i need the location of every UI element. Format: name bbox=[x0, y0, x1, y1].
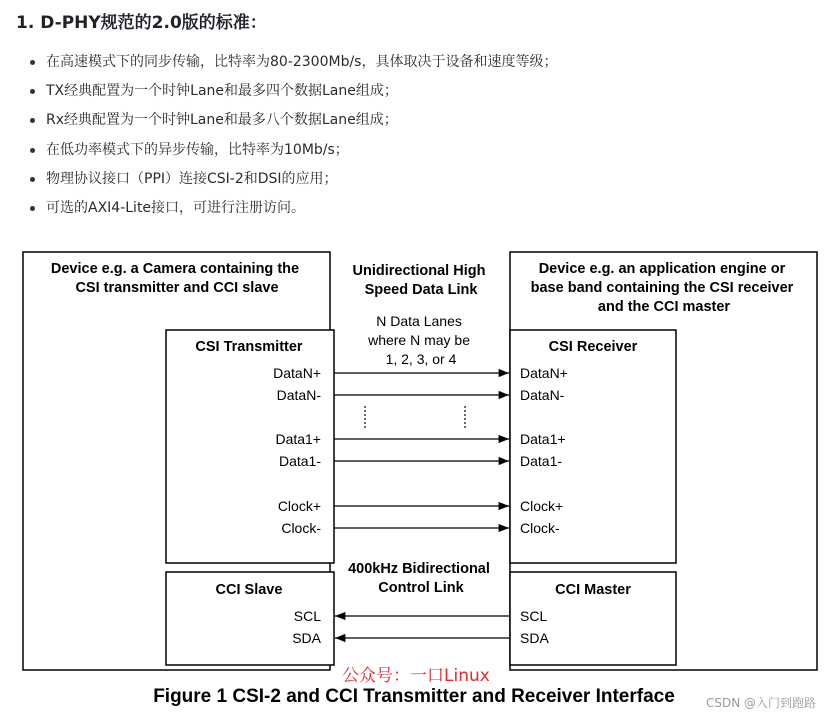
rx-signal-label: Data1- bbox=[520, 453, 563, 469]
csi-transmitter-title: CSI Transmitter bbox=[195, 339, 303, 355]
rx-signal-label: Clock- bbox=[520, 520, 560, 536]
cci-slave-title: CCI Slave bbox=[215, 582, 283, 598]
left-device-label: Device e.g. a Camera containing the CSI transmitter and CCI slave bbox=[50, 261, 300, 296]
slave-signal-label: SCL bbox=[293, 608, 321, 624]
tx-signal-label: Clock- bbox=[281, 520, 321, 536]
list-item: 在低功率模式下的异步传输，比特率为10Mb/s； bbox=[24, 138, 557, 167]
tx-signal-label: Data1+ bbox=[275, 431, 321, 447]
rx-signal-label: Clock+ bbox=[520, 498, 564, 514]
figure-caption: Figure 1 CSI-2 and CCI Transmitter and Receiver Interface bbox=[153, 686, 675, 707]
csdn-watermark: CSDN @入门到跑路 bbox=[705, 696, 816, 710]
lanes-note: N Data Lanes where N may be 1, 2, 3, or 4 bbox=[368, 313, 471, 367]
rx-signal-label: DataN+ bbox=[520, 365, 568, 381]
list-item: 物理协议接口（PPI）连接CSI-2和DSI的应用； bbox=[24, 167, 557, 196]
master-signal-label: SDA bbox=[520, 630, 549, 646]
cci-link-label: 400kHz Bidirectional Control Link bbox=[348, 561, 490, 596]
hs-link-label: Unidirectional High Speed Data Link bbox=[352, 263, 486, 298]
tx-signal-label: Data1- bbox=[278, 453, 321, 469]
right-device-label: Device e.g. an application engine or base band containing the CSI receiver and the CCI master bbox=[530, 261, 794, 315]
tx-signal-label: DataN+ bbox=[273, 365, 321, 381]
slave-signal-label: SDA bbox=[292, 630, 321, 646]
list-item: Rx经典配置为一个时钟Lane和最多八个数据Lane组成； bbox=[24, 108, 557, 137]
section-heading: 1. D-PHY规范的2.0版的标准： bbox=[16, 13, 267, 33]
list-item: TX经典配置为一个时钟Lane和最多四个数据Lane组成； bbox=[24, 79, 557, 108]
csi-receiver-title: CSI Receiver bbox=[548, 339, 638, 355]
tx-signal-label: DataN- bbox=[276, 387, 321, 403]
rx-signal-label: Data1+ bbox=[520, 431, 566, 447]
watermark-text: 公众号：一口Linux bbox=[342, 666, 490, 686]
list-item: 可选的AXI4-Lite接口，可进行注册访问。 bbox=[24, 196, 557, 225]
list-item: 在高速模式下的同步传输，比特率为80-2300Mb/s，具体取决于设备和速度等级； bbox=[24, 50, 557, 79]
rx-signal-label: DataN- bbox=[520, 387, 565, 403]
cci-master-title: CCI Master bbox=[555, 582, 631, 598]
tx-signal-label: Clock+ bbox=[277, 498, 321, 514]
master-signal-label: SCL bbox=[520, 608, 548, 624]
